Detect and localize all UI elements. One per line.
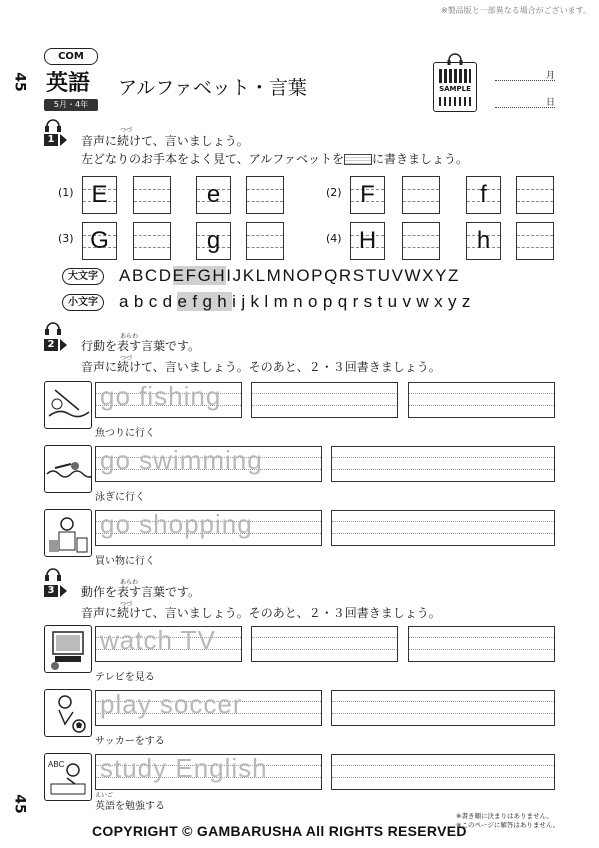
- uppercase-alphabet: [119, 266, 460, 286]
- trace-line[interactable]: [95, 754, 322, 790]
- lowercase-tag: 小文字: [62, 294, 104, 311]
- ruby-text: つづ: [120, 355, 133, 362]
- soccer-icon: [44, 689, 92, 737]
- model-letter: F: [360, 181, 375, 208]
- ruby-text: あらわ: [120, 579, 139, 586]
- ruby-text: つづ: [120, 601, 133, 608]
- writing-box-sample: [344, 154, 372, 165]
- trace-text: watch TV: [100, 625, 216, 655]
- writing-box[interactable]: [246, 222, 284, 260]
- model-letter: E: [91, 181, 108, 208]
- alphabet-part: abcd: [119, 292, 178, 311]
- q1-instruction-2: [81, 150, 468, 167]
- question-number: 1: [44, 134, 58, 146]
- writing-box[interactable]: [402, 176, 440, 214]
- trace-text: go fishing: [100, 381, 222, 411]
- trace-line[interactable]: [95, 446, 322, 482]
- writing-line[interactable]: [331, 446, 555, 482]
- alphabet-part: ijklmnopqrstuvwxyz: [232, 292, 476, 311]
- model-letter-box: [196, 176, 231, 214]
- caption: 泳ぎに行く: [95, 492, 145, 503]
- pair-label: (4): [326, 232, 342, 245]
- alphabet-highlight: EFGH: [172, 266, 227, 285]
- ruby-text: あらわ: [120, 333, 139, 340]
- pair-label: (2): [326, 186, 342, 199]
- q3-instruction-2: 音声に続けて、言いましょう。そのあと、２・３回書きましょう。: [81, 606, 441, 620]
- pair-label: (1): [58, 186, 74, 199]
- headphones-icon: [447, 53, 463, 65]
- writing-box[interactable]: [133, 176, 171, 214]
- qr-code[interactable]: [433, 62, 477, 112]
- grade-badge: 5月・4年: [44, 99, 98, 111]
- footnote: ※このページに解答はありません。: [456, 821, 560, 829]
- model-letter: f: [480, 181, 487, 208]
- question-number: 3: [44, 585, 58, 597]
- caption: 買い物に行く: [95, 556, 155, 567]
- alphabet-part: ABCD: [119, 266, 173, 285]
- model-letter-box: [350, 176, 385, 214]
- q1-instruction-1: 音声に続けて、言いましょう。: [81, 134, 249, 148]
- footnote: ※書き順に決まりはありません。: [456, 812, 553, 820]
- writing-box[interactable]: [516, 176, 554, 214]
- uppercase-tag: 大文字: [62, 268, 104, 285]
- alphabet-part: IJKLMNOPQRSTUVWXYZ: [226, 266, 461, 285]
- page-title: アルファベット・言葉: [118, 77, 307, 99]
- model-letter: G: [90, 227, 109, 254]
- model-letter: h: [476, 227, 491, 254]
- headphones-icon[interactable]: [44, 567, 62, 581]
- arrow-right-icon: [60, 585, 67, 597]
- writing-line[interactable]: [331, 510, 555, 546]
- writing-box[interactable]: [246, 176, 284, 214]
- trace-line[interactable]: [95, 626, 242, 662]
- ruby-text: つづ: [120, 127, 133, 134]
- subject-heading: 英語: [46, 71, 91, 96]
- q1-instruction-2a: 左どなりのお手本をよく見て、アルファベットを: [81, 152, 345, 166]
- trace-line[interactable]: [95, 382, 242, 418]
- arrow-right-icon: [60, 134, 67, 146]
- page-number-bottom: 45: [11, 794, 28, 814]
- model-letter-box: [466, 222, 501, 260]
- model-letter-box: [82, 222, 117, 260]
- writing-line[interactable]: [408, 626, 555, 662]
- caption: テレビを見る: [95, 672, 155, 683]
- headphones-icon[interactable]: [44, 118, 62, 132]
- page-number-top: 45: [11, 72, 28, 92]
- model-letter: g: [206, 227, 221, 254]
- writing-line[interactable]: [251, 626, 398, 662]
- model-letter: e: [206, 181, 221, 208]
- shopping-icon: [44, 509, 92, 557]
- study-icon: [44, 753, 92, 801]
- trace-text: go swimming: [100, 445, 263, 475]
- model-letter-box: [82, 176, 117, 214]
- trace-text: study English: [100, 753, 268, 783]
- arrow-right-icon: [60, 339, 67, 351]
- pair-label: (3): [58, 232, 74, 245]
- tv-icon: [44, 625, 92, 673]
- q1-instruction-2b: に書きましょう。: [372, 152, 469, 166]
- model-letter: H: [358, 227, 377, 254]
- month-field[interactable]: 月: [495, 68, 555, 81]
- trace-line[interactable]: [95, 690, 322, 726]
- qr-sample-label: SAMPLE: [439, 85, 471, 93]
- day-field[interactable]: 日: [495, 95, 555, 108]
- headphones-icon[interactable]: [44, 321, 62, 335]
- writing-box[interactable]: [516, 222, 554, 260]
- copyright: COPYRIGHT © GAMBARUSHA All RIGHTS RESERVED: [92, 823, 467, 839]
- caption: サッカーをする: [95, 736, 165, 747]
- caption: 英語を勉強する: [95, 801, 165, 812]
- writing-line[interactable]: [331, 754, 555, 790]
- swimming-icon: [44, 445, 92, 493]
- sample-notice: ※製品版と一部異なる場合がございます。: [440, 6, 591, 15]
- trace-text: go shopping: [100, 509, 253, 539]
- alphabet-highlight: efgh: [177, 292, 233, 311]
- question-number: 2: [44, 339, 58, 351]
- q3-instruction-1: 動作を表す言葉です。: [81, 585, 201, 599]
- course-badge: COM: [44, 48, 98, 65]
- model-letter-box: [466, 176, 501, 214]
- writing-line[interactable]: [331, 690, 555, 726]
- trace-text: play soccer: [100, 689, 243, 719]
- q2-instruction-2: 音声に続けて、言いましょう。そのあと、２・３回書きましょう。: [81, 360, 441, 374]
- lowercase-alphabet: [119, 292, 476, 312]
- writing-line[interactable]: [408, 382, 555, 418]
- ruby-text: えいご: [95, 792, 114, 799]
- fishing-icon: [44, 381, 92, 429]
- caption: 魚つりに行く: [95, 428, 155, 439]
- trace-line[interactable]: [95, 510, 322, 546]
- model-letter-box: [350, 222, 385, 260]
- writing-box[interactable]: [133, 222, 171, 260]
- writing-box[interactable]: [402, 222, 440, 260]
- q2-instruction-1: 行動を表す言葉です。: [81, 339, 201, 353]
- svg-text:ABC: ABC: [48, 760, 65, 769]
- model-letter-box: [196, 222, 231, 260]
- writing-line[interactable]: [251, 382, 398, 418]
